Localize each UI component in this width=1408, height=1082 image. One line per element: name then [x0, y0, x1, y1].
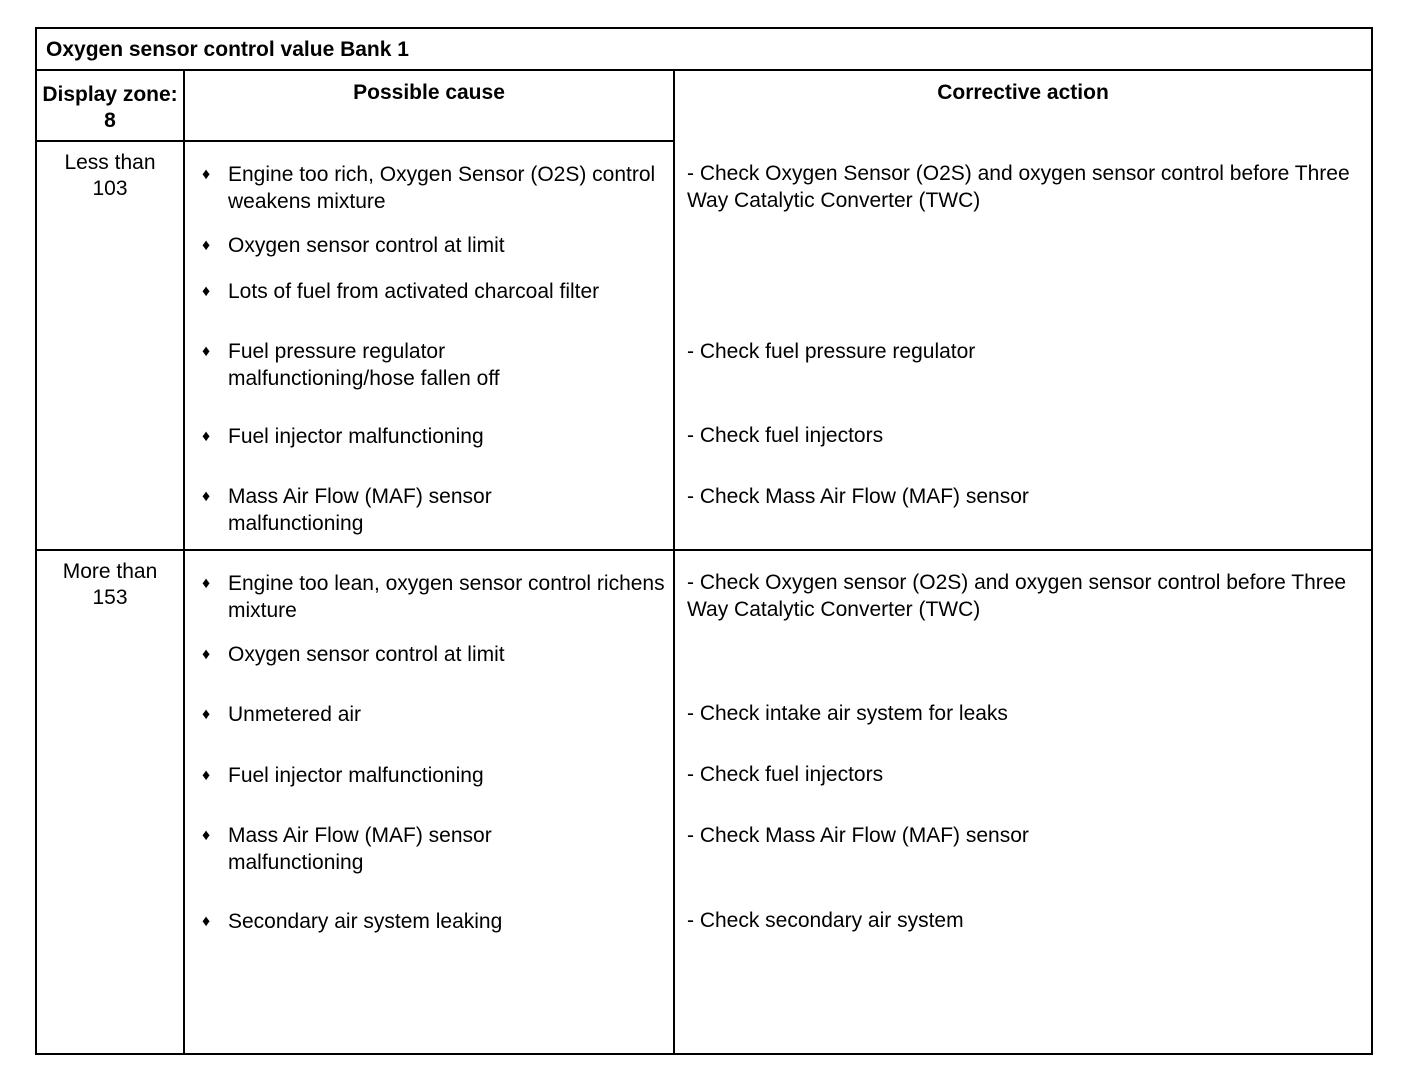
bullet-icon: ♦: [202, 575, 211, 592]
cause-item: [202, 423, 662, 451]
header-corrective-action: Corrective action: [937, 81, 1109, 104]
zone-value-more-than: More than 153: [62, 560, 158, 609]
bullet-icon: ♦: [202, 827, 211, 844]
zone-value-less-than: Less than 103: [64, 151, 156, 200]
action-item: - Check Mass Air Flow (MAF) sensor: [687, 824, 1029, 847]
bullet-icon: ♦: [202, 706, 211, 723]
cause-item: [202, 641, 662, 669]
bullet-icon: ♦: [202, 488, 211, 505]
action-item: - Check Oxygen sensor (O2S) and oxygen sensor control before Three Way Catalytic Converter (TWC): [687, 571, 1347, 621]
action-item: - Check intake air system for leaks: [687, 702, 1008, 725]
cause-item: [202, 232, 662, 260]
cause-item: [202, 762, 662, 790]
table-title: Oxygen sensor control value Bank 1: [46, 38, 409, 61]
header-divider: [37, 140, 675, 142]
cause-text: Mass Air Flow (MAF) sensor malfunctioning: [228, 824, 492, 874]
cause-text: Lots of fuel from activated charcoal filter: [228, 280, 600, 303]
cause-item: [202, 278, 662, 306]
action-item: - Check secondary air system: [687, 909, 964, 932]
cause-text: Oxygen sensor control at limit: [228, 234, 505, 257]
cause-text: Fuel pressure regulator malfunctioning/hose fallen off: [228, 340, 500, 390]
cause-item: [202, 701, 662, 729]
cause-text: Engine too lean, oxygen sensor control richens mixture: [228, 572, 665, 622]
action-item: - Check Mass Air Flow (MAF) sensor: [687, 485, 1029, 508]
cause-item: [202, 908, 662, 936]
cause-item: [202, 570, 665, 626]
bullet-icon: ♦: [202, 913, 211, 930]
cause-item: [202, 822, 662, 878]
bullet-icon: ♦: [202, 283, 211, 300]
action-item: - Check fuel injectors: [687, 763, 884, 786]
column-divider-cause: [673, 71, 675, 1055]
bullet-icon: ♦: [202, 428, 211, 445]
bullet-icon: ♦: [202, 237, 211, 254]
action-item: - Check fuel pressure regulator: [687, 340, 976, 363]
action-item: - Check fuel injectors: [687, 424, 884, 447]
bullet-icon: ♦: [202, 646, 211, 663]
cause-text: Fuel injector malfunctioning: [228, 764, 484, 787]
action-item: - Check Oxygen Sensor (O2S) and oxygen sensor control before Three Way Catalytic Converter (TWC): [687, 162, 1350, 212]
cause-text: Engine too rich, Oxygen Sensor (O2S) control weakens mixture: [228, 163, 656, 213]
table-title-row: [37, 29, 1371, 71]
cause-text: Secondary air system leaking: [228, 910, 503, 933]
column-divider-zone: [183, 71, 185, 1055]
cause-item: [202, 161, 662, 217]
cause-text: Oxygen sensor control at limit: [228, 643, 505, 666]
bullet-icon: ♦: [202, 767, 211, 784]
bullet-icon: ♦: [202, 343, 211, 360]
cause-text: Fuel injector malfunctioning: [228, 425, 484, 448]
cause-text: Unmetered air: [228, 703, 362, 726]
diagnostic-table: [35, 27, 1373, 1055]
cause-item: [202, 338, 662, 394]
bullet-icon: ♦: [202, 166, 211, 183]
cause-item: [202, 483, 662, 539]
header-display-zone: Display zone: 8: [42, 83, 178, 132]
header-possible-cause: Possible cause: [353, 81, 505, 104]
group-divider: [37, 549, 1371, 551]
cause-text: Mass Air Flow (MAF) sensor malfunctioning: [228, 485, 492, 535]
